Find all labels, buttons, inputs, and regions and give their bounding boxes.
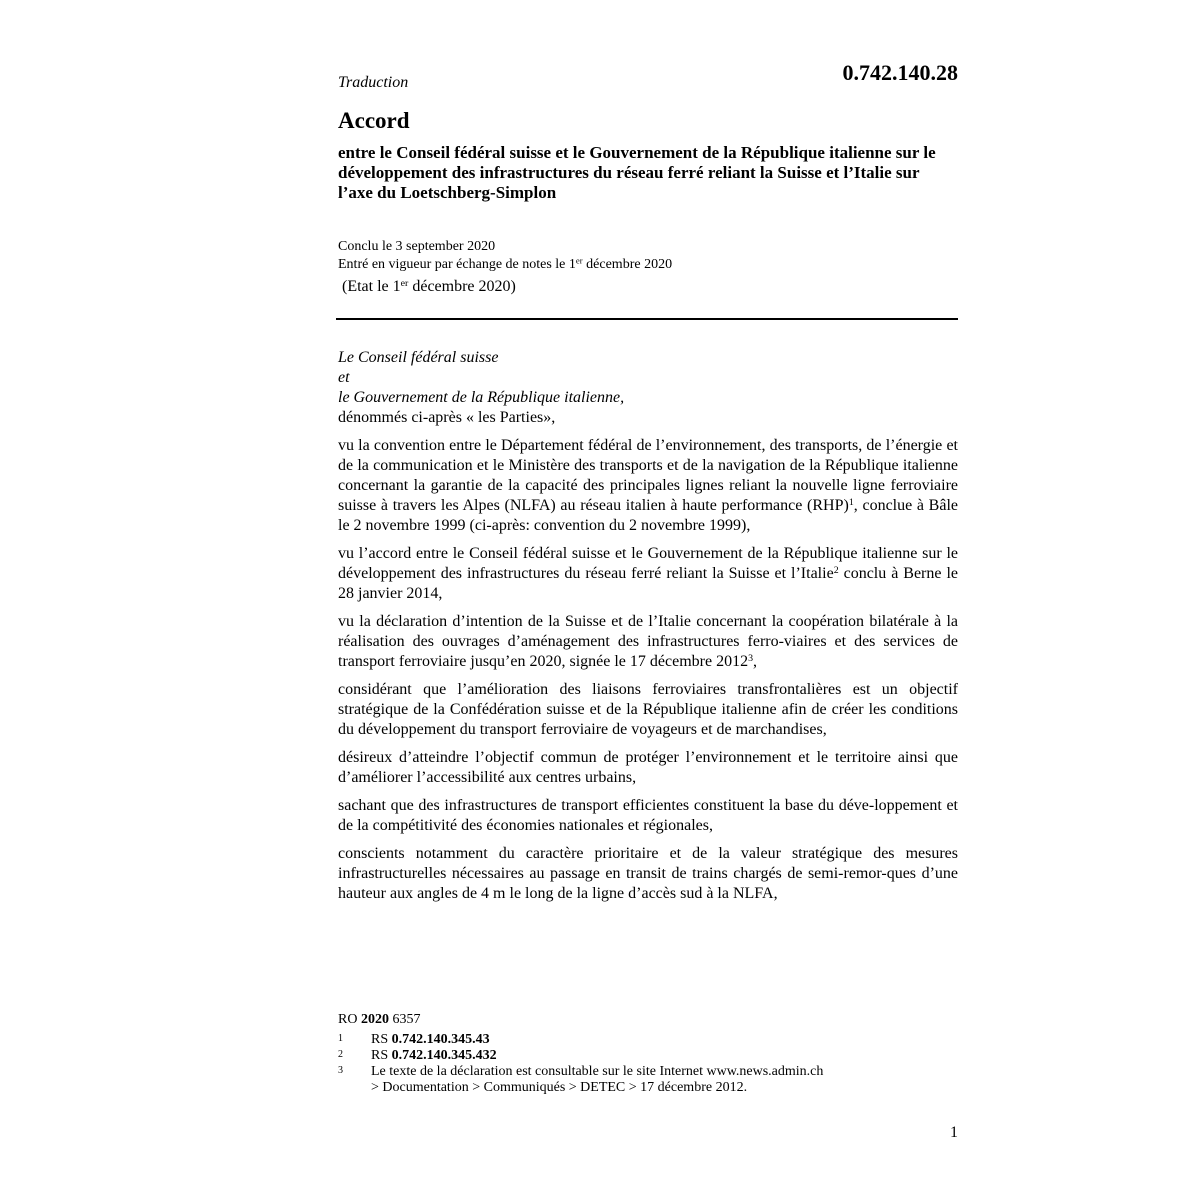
translation-label: Traduction: [338, 74, 409, 91]
concluded-date: Conclu le 3 september 2020: [338, 239, 496, 254]
footnote-number: 3: [338, 1065, 343, 1076]
document-metadata: [338, 238, 672, 296]
state-date: (Etat le 1er décembre 2020): [342, 278, 516, 295]
party-italian: le Gouvernement de la République italienne,: [338, 389, 625, 406]
preamble-paragraph: conscients notamment du caractère prioritaire et de la valeur stratégique des mesures infrastructurelles nécessaires au passage en transit de trains chargés de semi-remor-ques d’une hauteur aux angles de 4 m le long de la ligne d’accès sud à la NLFA,: [338, 845, 958, 902]
footnote-number: 2: [338, 1049, 343, 1060]
footnote-item: 2 RS 0.742.140.345.432: [338, 1048, 497, 1063]
footnote-ref[interactable]: 0.742.140.345.43: [391, 1032, 490, 1047]
footnotes: [338, 1012, 958, 1096]
footnote-number: 1: [338, 1033, 343, 1044]
footnote-ref-2[interactable]: 2: [833, 565, 839, 577]
header-divider: [336, 318, 958, 320]
footnote-ref-1[interactable]: 1: [848, 497, 854, 509]
preamble: [338, 348, 958, 904]
document-title: Accord: [338, 108, 410, 133]
footnote-item: 3 Le texte de la déclaration est consultable sur le site Internet www.news.admin.ch > Documentation > Communiqués > DETEC > 17 décembre 2012.: [338, 1064, 824, 1095]
preamble-paragraph: désireux d’atteindre l’objectif commun de protéger l’environnement et le territoire ainsi que d’améliorer l’accessibilité aux centres urbains,: [338, 749, 958, 786]
party-swiss: Le Conseil fédéral suisse: [338, 349, 499, 366]
preamble-paragraph: vu la convention entre le Département fédéral de l’environnement, des transports, de l’énergie et de la communication et le Ministère des transports et de la navigation de la République italienne concernant la garantie de la capacité des principales lignes reliant la nouvelle ligne ferroviaire suisse à travers les Alpes (NLFA) au réseau italien à haute performance (RHP)$^1$, conclue à Bâle le 2 novembre 1999 (ci-après: convention du 2 novembre 1999),: [338, 437, 959, 534]
document-number: 0.742.140.28: [842, 60, 958, 85]
ro-reference: RO 2020 6357: [338, 1012, 421, 1027]
document-subtitle: entre le Conseil fédéral suisse et le Gouvernement de la République italienne sur le développement des infrastructures du réseau ferré reliant la Suisse et l’Italie sur l’axe du Loetschberg-Simplon: [338, 143, 936, 202]
parties-designation: dénommés ci-après « les Parties»,: [338, 409, 556, 426]
party-conjunction: et: [338, 369, 350, 386]
preamble-paragraph: vu la déclaration d’intention de la Suisse et de l’Italie concernant la coopération bilatérale à la réalisation des ouvrages d’aménagement des infrastructures ferro-viaires et des services de transport ferroviaire jusqu’en 2020, signée le 17 décembre 2012$^3$,: [338, 613, 958, 670]
page-number: 1: [950, 1124, 958, 1141]
preamble-paragraph: sachant que des infrastructures de transport efficientes constituent la base du déve-loppement et de la compétitivité des économies nationales et régionales,: [338, 797, 958, 834]
footnote-ref-3[interactable]: 3: [748, 653, 754, 665]
preamble-paragraph: considérant que l’amélioration des liaisons ferroviaires transfrontalières est un objectif stratégique de la Confédération suisse et de la République italienne afin de créer les conditions du développement du transport ferroviaire de voyageurs et de marchandises,: [338, 681, 958, 738]
footnote-ref[interactable]: 0.742.140.345.432: [391, 1048, 497, 1063]
entry-into-force: Entré en vigueur par échange de notes le 1er décembre 2020: [338, 255, 673, 272]
footnote-item: 1 RS 0.742.140.345.43: [338, 1032, 490, 1047]
preamble-paragraph: vu l’accord entre le Conseil fédéral suisse et le Gouvernement de la République italienne sur le développement des infrastructures du réseau ferré reliant la Suisse et l’Italie$^2$ conclu à Berne le 28 janvier 2014,: [338, 545, 959, 602]
